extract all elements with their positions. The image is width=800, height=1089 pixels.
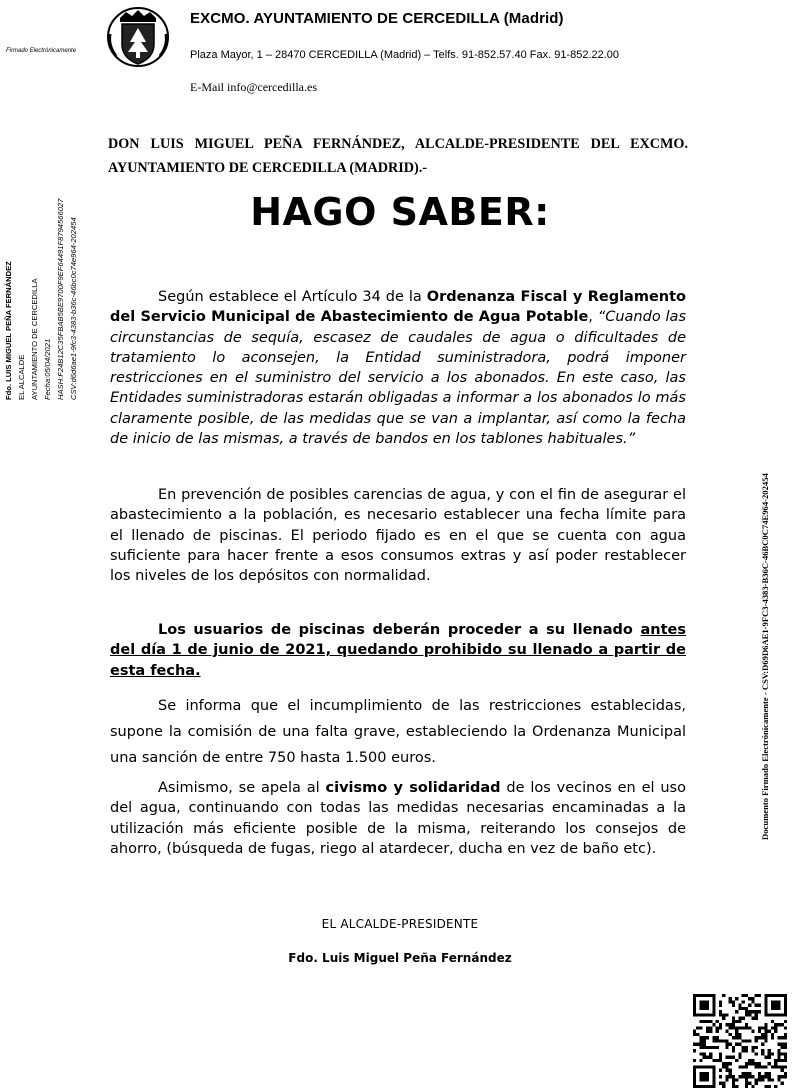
p5-text-c: de los vecinos en el uso del agua, continuando con todas las medidas necesarias encaminadas a la utilización más eficiente posible de la misma, reiterando los consejos de ahorro, (búsqueda de fugas, riego al atardecer, ducha en vez de baño etc). <box>110 780 686 857</box>
p1-quote: “Cuando las circunstancias de sequía, escasez de caudales de agua o dificultades de tratamiento lo aconsejen, la Entidad suministradora, podrá imponer restricciones en el suministro del servicio a los abonados. En este caso, las Entidades suministradoras estarán obligadas a informar a los abonados lo más claramente posible, de las medidas que se van a implantar, así como la fecha de inicio de las mismas, a través de bandos en los tablones habituales.” <box>110 309 686 448</box>
p3-text-a: Los usuarios de piscinas deberán proceder a su llenado <box>158 622 641 638</box>
side-signature-name: Fdo. LUIS MIGUEL PEÑA FERNÁNDEZ <box>4 261 13 400</box>
side-signature-date: Fecha:05/04/2021 <box>43 338 52 400</box>
csv-vertical-text: Documento Firmado Electrónicamente - CSV:D69D6AE1-9FC3-4383-B36C-46BC0C74E964-202454 <box>760 473 770 840</box>
p1-text-c: , <box>588 309 598 326</box>
side-signature-block <box>2 110 92 400</box>
paragraph-1 <box>110 287 686 449</box>
firmado-electronicamente-label: Firmado Electrónicamente <box>6 48 77 54</box>
p3-deadline-underlined: antes del día 1 de junio de 2021, quedando prohibido su llenado a partir de esta fecha. <box>110 622 686 679</box>
p5-civismo: civismo y solidaridad <box>325 780 501 796</box>
side-signature-org: AYUNTAMIENTO DE CERCEDILLA <box>30 278 39 400</box>
side-signature-hash: HASH:F24B12C35FBAB5BE9700F9EF64491F8794566027 <box>56 198 65 400</box>
header-title: EXCMO. AYUNTAMIENTO DE CERCEDILLA (Madrid) <box>190 10 564 27</box>
p1-ordinance-name: Ordenanza Fiscal y Reglamento del Servicio Municipal de Abastecimiento de Agua Potable <box>110 289 686 326</box>
side-signature-csv: CSV:d6d6ae1-9fc3-4383-b36c-46bc0c74e964-202454 <box>69 217 78 400</box>
header-address: Plaza Mayor, 1 – 28470 CERCEDILLA (Madrid) – Telfs. 91-852.57.40 Fax. 91-852.22.00 <box>190 49 620 61</box>
p1-text-a: Según establece el Artículo 34 de la <box>158 289 427 305</box>
p5-text-a: Asimismo, se apela al <box>158 780 326 796</box>
paragraph-5 <box>110 778 686 859</box>
main-title: HAGO SABER: <box>250 190 550 234</box>
header-email: E-Mail info@cercedilla.es <box>190 80 317 94</box>
signature-title: EL ALCALDE-PRESIDENTE <box>321 917 479 931</box>
paragraph-2: En prevención de posibles carencias de agua, y con el fin de asegurar el abastecimiento a la población, es necesario establecer una fecha límite para el llenado de piscinas. El periodo fijado es en el que se cuenta con agua suficiente para hacer frente a esos consumos extras y así poder restablecer los niveles de los depósitos con normalidad. <box>110 487 686 585</box>
side-signature-role: EL ALCALDE <box>17 354 26 400</box>
coat-of-arms-logo <box>106 6 170 68</box>
paragraph-4: Se informa que el incumplimiento de las restricciones establecidas, supone la comisión de una falta grave, estableciendo la Ordenanza Municipal una sanción de entre 750 hasta 1.500 euros. <box>110 698 686 766</box>
paragraph-3 <box>110 620 686 681</box>
qr-code-icon <box>693 994 787 1088</box>
intro-heading: DON LUIS MIGUEL PEÑA FERNÁNDEZ, ALCALDE-PRESIDENTE DEL EXCMO. AYUNTAMIENTO DE CERCEDILLA (MADRID).- <box>108 136 688 176</box>
signature-name: Fdo. Luis Miguel Peña Fernández <box>288 951 512 965</box>
